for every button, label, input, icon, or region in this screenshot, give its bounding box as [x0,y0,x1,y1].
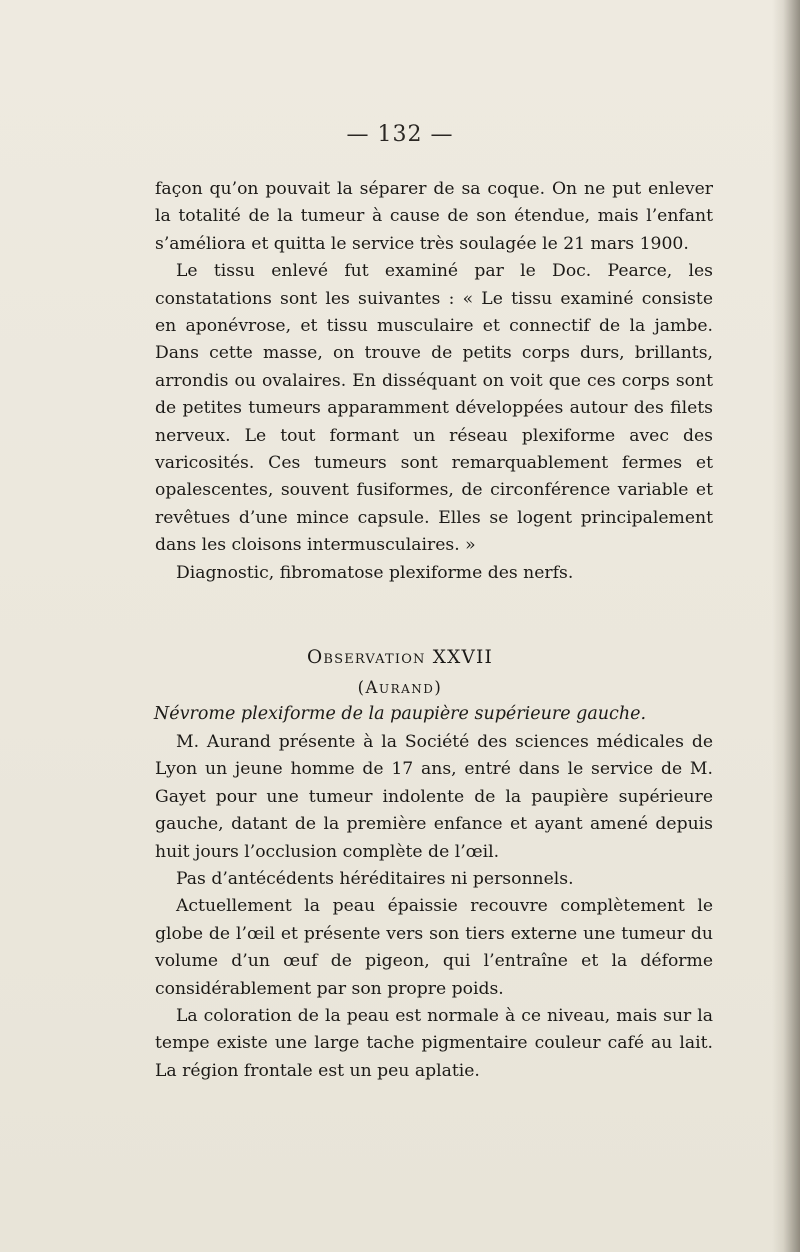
section-1-text [155,176,713,587]
page-edge-shadow [772,0,800,1252]
observation-title: Observation XXVII [306,647,494,668]
paragraph-1: façon qu’on pouvait la séparer de sa coque. On ne put enlever la totalité de la tumeur à cause de son étendue, mais l’enfant s’améliora et quitta le service très soulagée le 21 mars 1900. [155,179,713,254]
page-number: — 132 — [346,122,454,147]
paragraph-2: Le tissu enlevé fut examiné par le Doc. Pearce, les constatations sont les suivantes : « Le tissu examiné consiste en aponévrose, et tissu musculaire et connectif de la jambe. Dans cette masse, on trouve de petits corps durs, brillants, arrondis ou ovalaires. En disséquant on voit que ces corps sont de petites tumeurs apparamment développées autour des filets nerveux. Le tout formant un réseau plexiforme avec des varicosités. Ces tumeurs sont remarquablement fermes et opalescentes, souvent fusiformes, de circonférence variable et revêtues d’une mince capsule. Elles se logent principalement dans les cloisons intermusculaires. » [155,261,713,556]
paragraph-4: M. Aurand présente à la Société des sciences médicales de Lyon un jeune homme de 17 ans, entré dans le service de M. Gayet pour une tumeur indolente de la paupière supérieure gauche, datant de la première enfance et ayant amené depuis huit jours l’occlusion complète de l’œil. [155,732,713,862]
paragraph-5: Pas d’antécédents héréditaires ni personnels. [176,869,574,890]
section-2-text [155,729,713,1085]
paragraph-3: Diagnostic, fibromatose plexiforme des nerfs. [176,562,574,583]
observation-author: (Aurand) [357,678,443,697]
paragraph-6: Actuellement la peau épaissie recouvre complètement le globe de l’œil et présente vers son tiers externe une tumeur du volume d’un œuf de pigeon, qui l’entraîne et la déforme considérablement par son propre poids. [155,896,713,999]
paragraph-7: La coloration de la peau est normale à ce niveau, mais sur la tempe existe une large tache pigmentaire couleur café au lait. La région frontale est un peu aplatie. [155,1006,713,1081]
observation-subtitle: Névrome plexiforme de la paupière supérieure gauche. [153,704,647,724]
